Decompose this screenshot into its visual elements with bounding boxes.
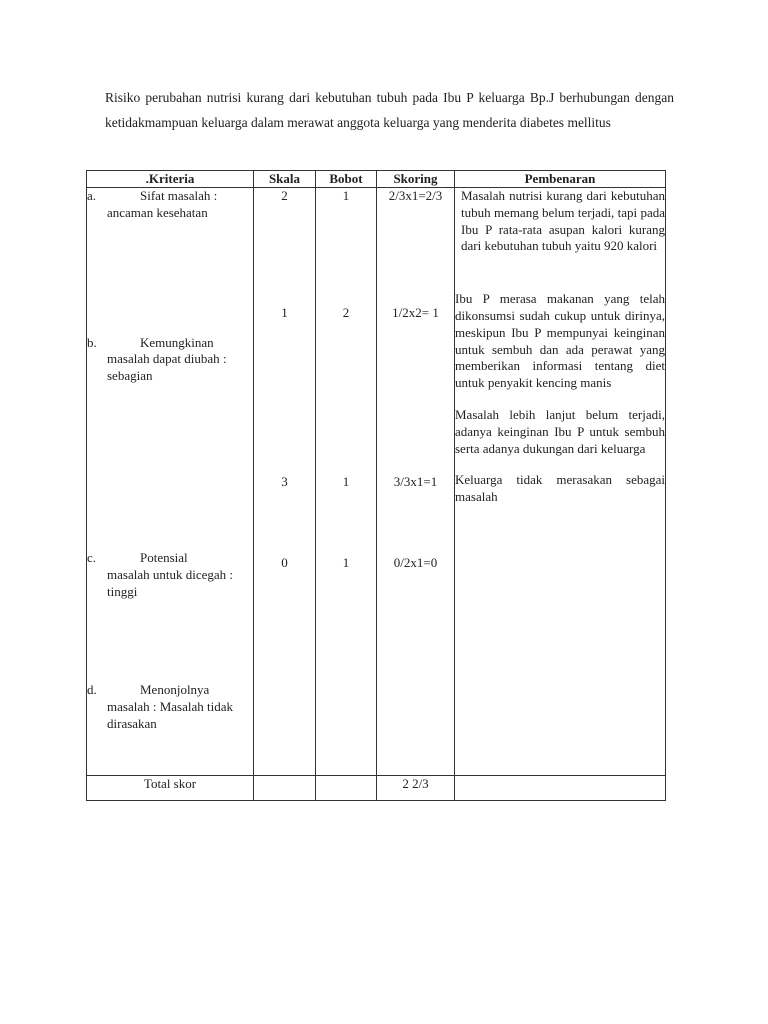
total-pembenaran bbox=[455, 775, 666, 800]
scoring-table bbox=[86, 170, 666, 801]
skala-value-c: 3 bbox=[281, 473, 288, 489]
skoring-value-b: 1/2x2= 1 bbox=[392, 304, 439, 320]
table-header-row bbox=[87, 171, 666, 188]
criterion-title: Menonjolnya bbox=[140, 682, 210, 698]
criterion-title: Potensial bbox=[140, 549, 188, 565]
total-skoring: 2 2/3 bbox=[377, 775, 455, 800]
skoring-cell bbox=[377, 188, 455, 776]
criterion-title: Sifat masalah : bbox=[140, 188, 218, 203]
pembenaran-d: Keluarga tidak merasakan sebagai masalah bbox=[455, 472, 665, 505]
criterion-letter: c. bbox=[87, 549, 97, 565]
skala-value-a: 2 bbox=[281, 188, 288, 203]
pembenaran-b: Ibu P merasa makanan yang telah dikonsumsi sudah cukup untuk dirinya, meskipun Ibu P mempunyai keinginan untuk sembuh dan ada perawat yang memberikan informasi tentang diet untuk penyakit kencing manis bbox=[455, 291, 665, 391]
pembenaran-a: Masalah nutrisi kurang dari kebutuhan tubuh memang belum terjadi, tapi pada Ibu P rata-rata asupan kalori kurang dari kebutuhan tubuh yaitu 920 kalori bbox=[461, 188, 665, 254]
total-bobot bbox=[316, 775, 377, 800]
criterion-letter: d. bbox=[87, 682, 97, 698]
skoring-value-c: 3/3x1=1 bbox=[393, 473, 438, 489]
criterion-detail: masalah : Masalah tidak dirasakan bbox=[107, 699, 233, 731]
header-skala: Skala bbox=[254, 171, 316, 188]
pembenaran-cell bbox=[455, 188, 666, 776]
criterion-a bbox=[87, 188, 253, 222]
header-skoring: Skoring bbox=[377, 171, 455, 188]
criterion-title: Kemungkinan bbox=[140, 334, 214, 350]
bobot-value-d: 1 bbox=[342, 555, 350, 571]
bobot-value-c: 1 bbox=[342, 473, 350, 489]
skala-value-b: 1 bbox=[281, 304, 288, 320]
intro-paragraph: Risiko perubahan nutrisi kurang dari kebutuhan tubuh pada Ibu P keluarga Bp.J berhubungan dengan ketidakmampuan keluarga dalam merawat anggota keluarga yang menderita diabetes mellitus bbox=[105, 90, 674, 130]
criterion-detail: masalah untuk dicegah : tinggi bbox=[107, 566, 233, 599]
table-body-row bbox=[87, 188, 666, 776]
bobot-value-b: 2 bbox=[342, 304, 350, 320]
criterion-d bbox=[87, 682, 253, 732]
total-label: Total skor bbox=[87, 775, 254, 800]
skala-value-d: 0 bbox=[281, 555, 288, 571]
total-skala bbox=[254, 775, 316, 800]
criteria-cell bbox=[87, 188, 254, 776]
bobot-cell bbox=[316, 188, 377, 776]
criterion-b bbox=[87, 335, 253, 385]
header-kriteria: .Kriteria bbox=[87, 171, 254, 188]
skoring-value-a: 2/3x1=2/3 bbox=[388, 188, 443, 203]
criterion-c bbox=[87, 550, 253, 600]
criterion-letter: b. bbox=[87, 334, 97, 350]
total-row bbox=[87, 775, 666, 800]
bobot-value-a: 1 bbox=[342, 188, 350, 203]
criterion-detail: masalah dapat diubah : sebagian bbox=[107, 351, 227, 384]
header-pembenaran: Pembenaran bbox=[455, 171, 666, 188]
skala-cell bbox=[254, 188, 316, 776]
skoring-value-d: 0/2x1=0 bbox=[393, 555, 438, 571]
pembenaran-c: Masalah lebih lanjut belum terjadi, adanya keinginan Ibu P untuk sembuh serta adanya dukungan dari keluarga bbox=[455, 406, 665, 456]
criterion-detail: ancaman kesehatan bbox=[107, 204, 208, 220]
header-bobot: Bobot bbox=[316, 171, 377, 188]
criterion-letter: a. bbox=[87, 188, 97, 203]
